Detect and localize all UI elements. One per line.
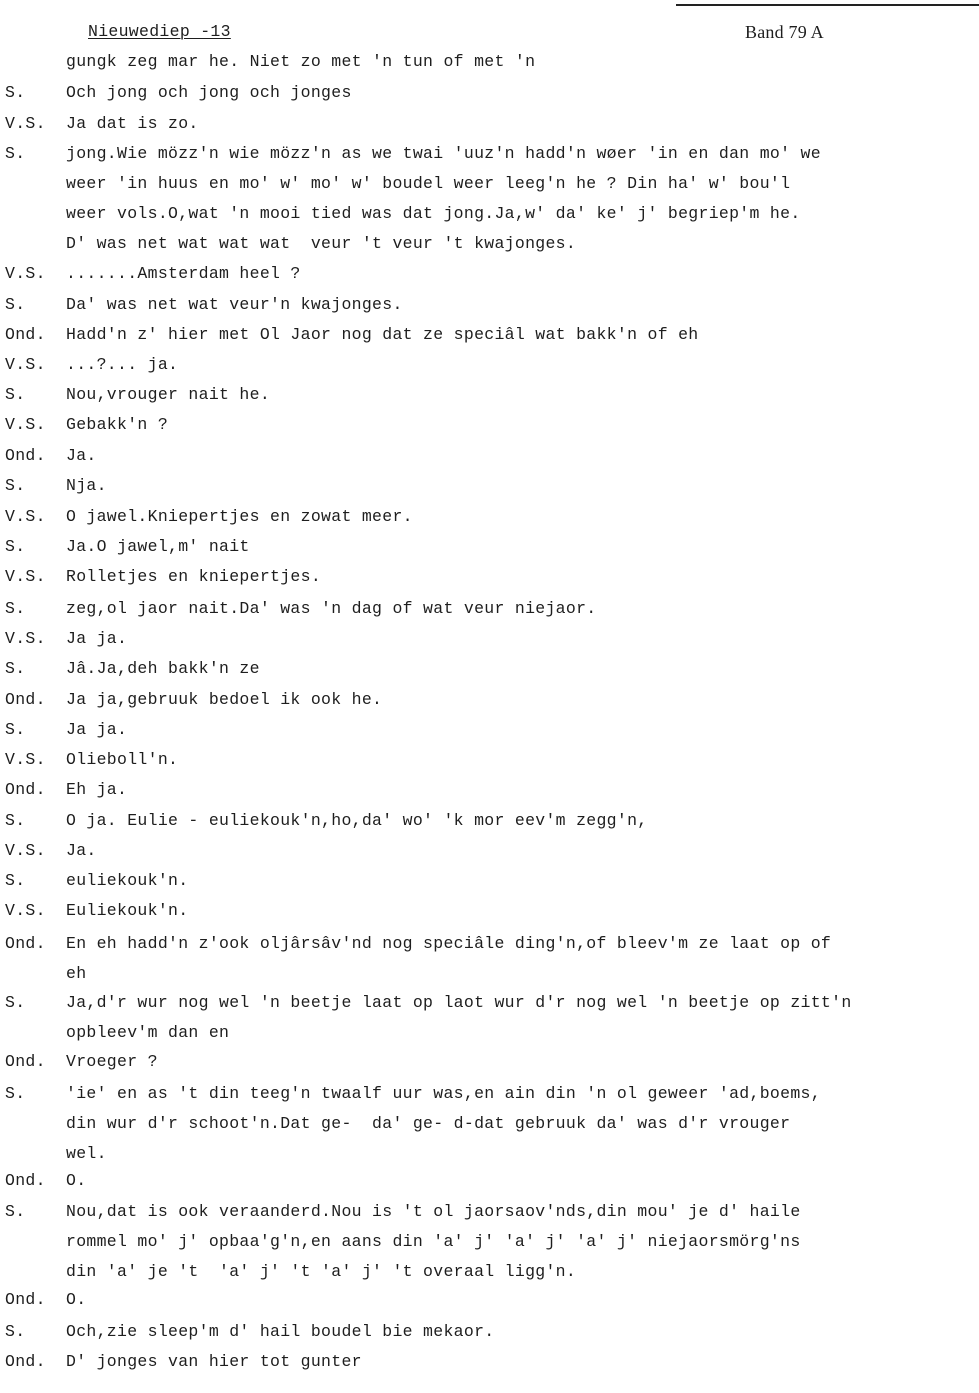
speaker-label: S. bbox=[5, 537, 26, 556]
utterance-text: weer vols.O,wat 'n mooi tied was dat jong.Ja,w' da' ke' j' begriep'm he. bbox=[66, 204, 801, 223]
speaker-label: Ond. bbox=[5, 1352, 46, 1371]
utterance-text: Da' was net wat veur'n kwajonges. bbox=[66, 295, 403, 314]
speaker-label: V.S. bbox=[5, 415, 46, 434]
speaker-label: S. bbox=[5, 476, 26, 495]
utterance-text: Vroeger ? bbox=[66, 1052, 158, 1071]
utterance-text: Hadd'n z' hier met Ol Jaor nog dat ze speciâl wat bakk'n of eh bbox=[66, 325, 699, 344]
utterance-text: Nou,vrouger nait he. bbox=[66, 385, 271, 404]
utterance-text: D' jonges van hier tot gunter bbox=[66, 1352, 362, 1371]
speaker-label: S. bbox=[5, 811, 26, 830]
utterance-text: ...?... ja. bbox=[66, 355, 179, 374]
speaker-label: Ond. bbox=[5, 1290, 46, 1309]
utterance-text: .......Amsterdam heel ? bbox=[66, 264, 301, 283]
utterance-text: weer 'in huus en mo' w' mo' w' boudel weer leeg'n he ? Din ha' w' bou'l bbox=[66, 174, 801, 193]
tape-band-label: Band 79 A bbox=[745, 22, 824, 42]
speaker-label: S. bbox=[5, 871, 26, 890]
speaker-label: V.S. bbox=[5, 114, 46, 133]
speaker-label: V.S. bbox=[5, 629, 46, 648]
utterance-text: D' was net wat wat wat veur 't veur 't kwajonges. bbox=[66, 234, 577, 253]
utterance-text: Ja. bbox=[66, 841, 97, 860]
utterance-text: Rolletjes en kniepertjes. bbox=[66, 567, 322, 586]
utterance-text: Olieboll'n. bbox=[66, 750, 179, 769]
utterance-text: opbleev'm dan en bbox=[66, 1023, 230, 1042]
speaker-label: S. bbox=[5, 385, 26, 404]
utterance-text: Jâ.Ja,deh bakk'n ze bbox=[66, 659, 260, 678]
utterance-text: Eh ja. bbox=[66, 780, 128, 799]
speaker-label: V.S. bbox=[5, 507, 46, 526]
speaker-label: S. bbox=[5, 144, 26, 163]
utterance-text: Ja ja. bbox=[66, 720, 128, 739]
speaker-label: S. bbox=[5, 720, 26, 739]
utterance-text: O ja. Eulie - euliekouk'n,ho,da' wo' 'k mor eev'm zegg'n, bbox=[66, 811, 648, 830]
speaker-label: S. bbox=[5, 1322, 26, 1341]
utterance-text: zeg,ol jaor nait.Da' was 'n dag of wat veur niejaor. bbox=[66, 599, 597, 618]
utterance-text: Nou,dat is ook veraanderd.Nou is 't ol jaorsaov'nds,din mou' je d' haile bbox=[66, 1202, 801, 1221]
utterance-text: jong.Wie mözz'n wie mözz'n as we twai 'uuz'n hadd'n wøer 'in en dan mo' we bbox=[66, 144, 821, 163]
speaker-label: V.S. bbox=[5, 355, 46, 374]
speaker-label: Ond. bbox=[5, 1171, 46, 1190]
utterance-text: wel. bbox=[66, 1144, 107, 1163]
utterance-text: Ja ja. bbox=[66, 629, 128, 648]
utterance-text: rommel mo' j' opbaa'g'n,en aans din 'a' j' 'a' j' 'a' j' niejaorsmörg'ns bbox=[66, 1232, 801, 1251]
page-title: Nieuwediep -13 bbox=[88, 22, 231, 41]
utterance-text: Och,zie sleep'm d' hail boudel bie mekaor. bbox=[66, 1322, 495, 1341]
speaker-label: V.S. bbox=[5, 841, 46, 860]
speaker-label: S. bbox=[5, 599, 26, 618]
speaker-label: Ond. bbox=[5, 446, 46, 465]
utterance-text: euliekouk'n. bbox=[66, 871, 189, 890]
utterance-text: Euliekouk'n. bbox=[66, 901, 189, 920]
utterance-text: Och jong och jong och jonges bbox=[66, 83, 352, 102]
speaker-label: Ond. bbox=[5, 690, 46, 709]
utterance-text: gungk zeg mar he. Niet zo met 'n tun of met 'n bbox=[66, 52, 536, 71]
utterance-text: Gebakk'n ? bbox=[66, 415, 169, 434]
utterance-text: Ja,d'r wur nog wel 'n beetje laat op laot wur d'r nog wel 'n beetje op zitt'n bbox=[66, 993, 852, 1012]
utterance-text: Ja ja,gebruuk bedoel ik ook he. bbox=[66, 690, 383, 709]
speaker-label: S. bbox=[5, 993, 26, 1012]
speaker-label: V.S. bbox=[5, 567, 46, 586]
speaker-label: S. bbox=[5, 1202, 26, 1221]
utterance-text: eh bbox=[66, 964, 87, 983]
utterance-text: Nja. bbox=[66, 476, 107, 495]
speaker-label: V.S. bbox=[5, 750, 46, 769]
utterance-text: din wur d'r schoot'n.Dat ge- da' ge- d-dat gebruuk da' was d'r vrouger bbox=[66, 1114, 791, 1133]
speaker-label: Ond. bbox=[5, 325, 46, 344]
speaker-label: Ond. bbox=[5, 934, 46, 953]
speaker-label: V.S. bbox=[5, 901, 46, 920]
utterance-text: Ja.O jawel,m' nait bbox=[66, 537, 250, 556]
speaker-label: S. bbox=[5, 83, 26, 102]
utterance-text: Ja dat is zo. bbox=[66, 114, 199, 133]
speaker-label: V.S. bbox=[5, 264, 46, 283]
speaker-label: Ond. bbox=[5, 780, 46, 799]
speaker-label: S. bbox=[5, 1084, 26, 1103]
speaker-label: Ond. bbox=[5, 1052, 46, 1071]
speaker-label: S. bbox=[5, 659, 26, 678]
utterance-text: Ja. bbox=[66, 446, 97, 465]
utterance-text: O. bbox=[66, 1290, 87, 1309]
speaker-label: S. bbox=[5, 295, 26, 314]
utterance-text: O jawel.Kniepertjes en zowat meer. bbox=[66, 507, 413, 526]
utterance-text: En eh hadd'n z'ook oljârsâv'nd nog speciâle ding'n,of bleev'm ze laat op of bbox=[66, 934, 832, 953]
utterance-text: O. bbox=[66, 1171, 87, 1190]
utterance-text: din 'a' je 't 'a' j' 't 'a' j' 't overaal ligg'n. bbox=[66, 1262, 577, 1281]
utterance-text: 'ie' en as 't din teeg'n twaalf uur was,en ain din 'n ol geweer 'ad,boems, bbox=[66, 1084, 821, 1103]
